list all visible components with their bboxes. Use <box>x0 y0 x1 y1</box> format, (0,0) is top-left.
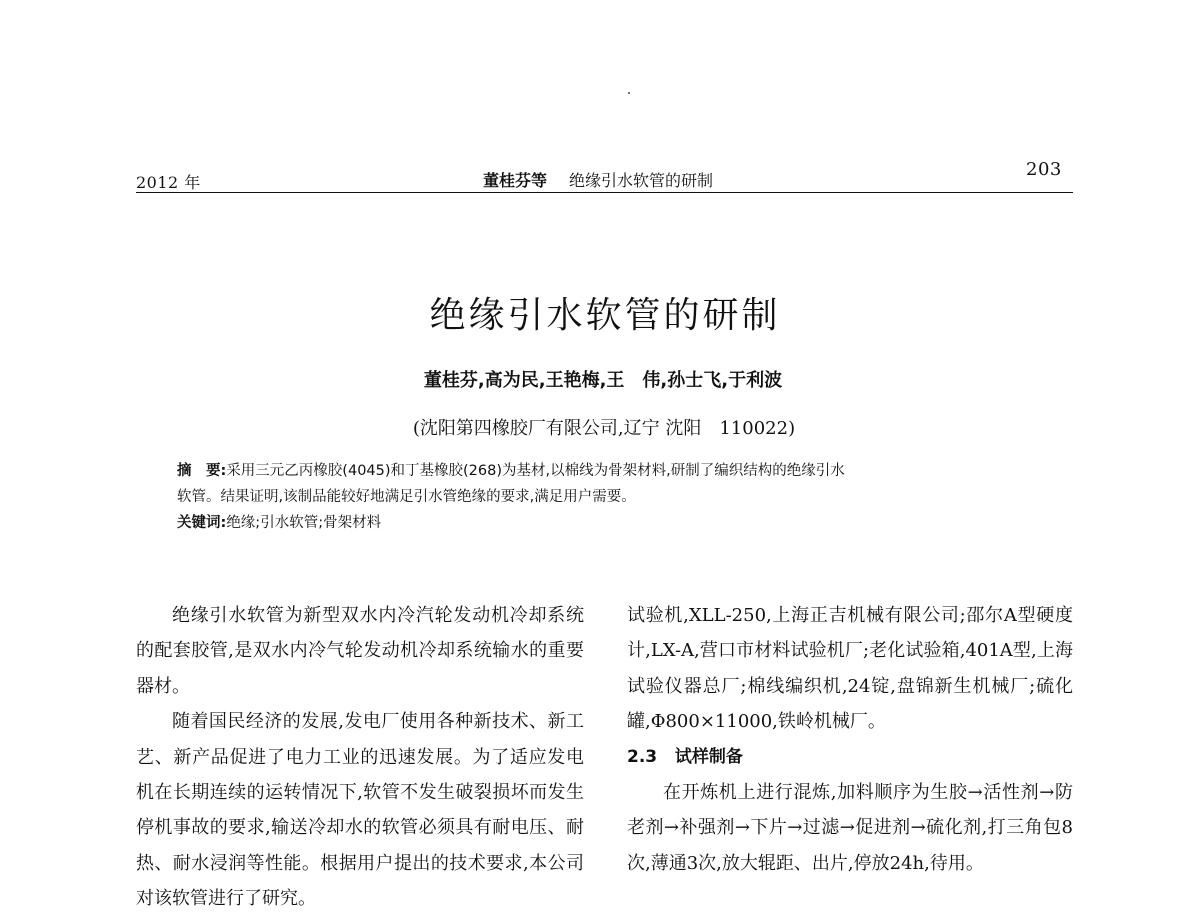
right-paragraph-1: 试验机,XLL-250,上海正吉机械有限公司;邵尔A型硬度计,LX-A,营口市材料试验机厂;老化试验箱,401A型,上海试验仪器总厂;棉线编织机,24锭,盘锦新生机械厂;硫化罐,Φ800×11000,铁岭机械厂。 <box>627 605 1073 733</box>
left-paragraph-2: 随着国民经济的发展,发电厂使用各种新技术、新工艺、新产品促进了电力工业的迅速发展。为了适应发电机在长期连续的运转情况下,软管不发生破裂损坏而发生停机事故的要求,输送冷却水的软管必须具有耐电压、耐热、耐水浸润等性能。根据用户提出的技术要求,本公司对该软管进行了研究。 <box>136 711 584 910</box>
section-heading <box>627 740 1073 775</box>
keywords-label: 关键词: <box>177 515 227 531</box>
article-title: 绝缘引水软管的研制 <box>429 295 781 336</box>
left-paragraph-1: 绝缘引水软管为新型双水内冷汽轮发动机冷却系统的配套胶管,是双水内冷气轮发动机冷却系统输水的重要器材。 <box>136 605 584 697</box>
page-number: 203 <box>1026 159 1062 180</box>
body-left-column <box>136 598 584 917</box>
header-rule <box>136 192 1073 193</box>
running-header-year: 2012 年 <box>136 173 201 192</box>
right-paragraph-2: 在开炼机上进行混炼,加料顺序为生胶→活性剂→防老剂→补强剂→下片→过滤→促进剂→硫化剂,打三角包8次,薄通3次,放大辊距、出片,停放24h,待用。 <box>627 782 1073 874</box>
article-affiliation: (沈阳第四橡胶厂有限公司,辽宁 沈阳 110022) <box>412 418 796 439</box>
article-authors: 董桂芬,高为民,王艳梅,王 伟,孙士飞,于利波 <box>423 370 783 391</box>
running-header-authors: 董桂芬等 <box>483 171 548 190</box>
running-header-title: 绝缘引水软管的研制 <box>569 171 714 190</box>
section-number: 2.3 <box>627 746 658 767</box>
keywords-text: 绝缘;引水软管;骨架材料 <box>226 515 382 531</box>
abstract-text-1: 采用三元乙丙橡胶(4045)和丁基橡胶(268)为基材,以棉线为骨架材料,研制了编织结构的绝缘引水 <box>226 463 845 479</box>
abstract-line-2: 软管。结果证明,该制品能较好地满足引水管绝缘的要求,满足用户需要。 <box>177 489 636 505</box>
scan-speck <box>628 92 630 94</box>
abstract <box>177 458 1047 536</box>
abstract-label: 摘 要: <box>177 463 227 479</box>
running-header-center <box>483 168 713 191</box>
keywords-line <box>177 510 1047 536</box>
body-right-column <box>627 598 1073 881</box>
abstract-line-1 <box>177 458 1047 484</box>
section-title: 试样制备 <box>674 746 743 767</box>
